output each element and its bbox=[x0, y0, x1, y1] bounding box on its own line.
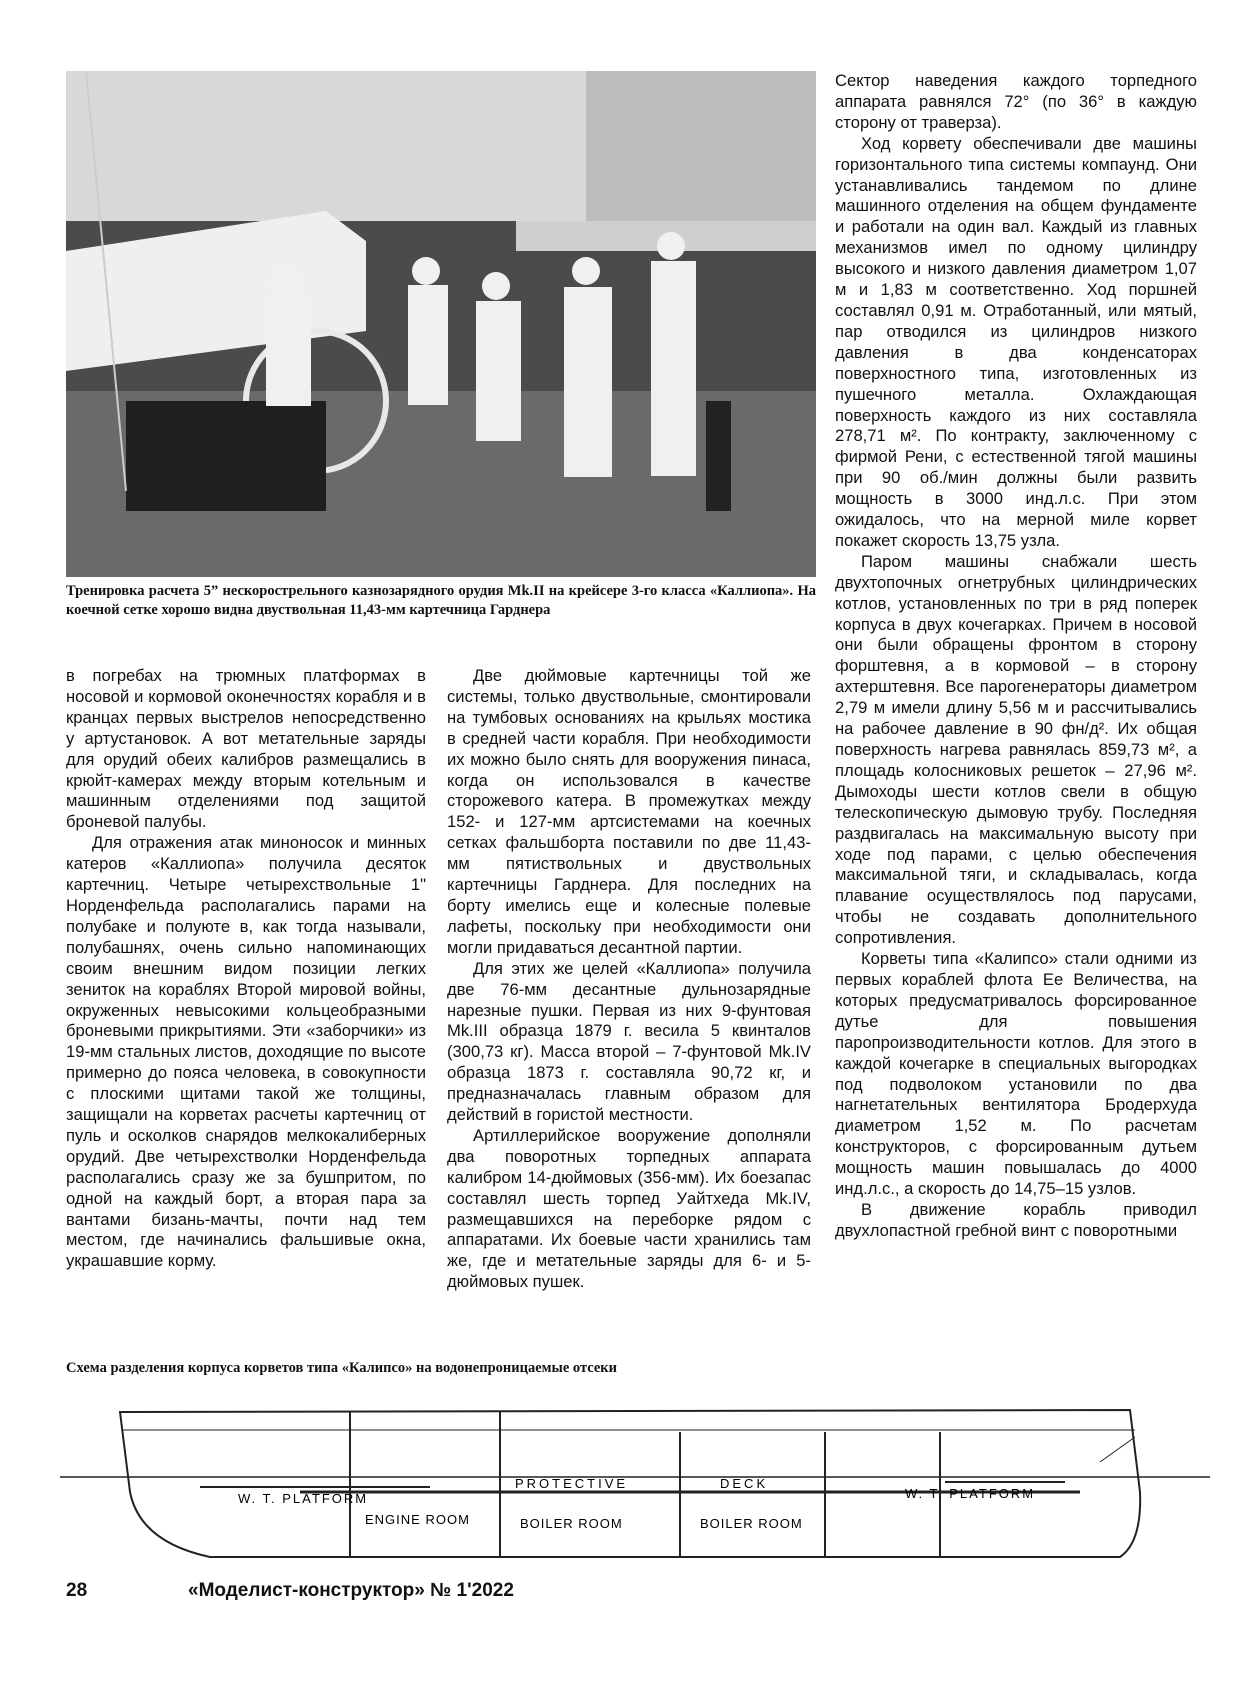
text-column-2 bbox=[447, 666, 811, 1293]
boiler-room-label: BOILER ROOM bbox=[520, 1516, 623, 1531]
paragraph: Для этих же целей «Каллиопа» получила две 76-мм десантные дульнозарядные нарезные пушки. Первая из них 9-фунтовая Mk.III образца 1879 г. весила 5 квинталов (300,73 кг). Масса второй – 7-фунтовой Mk.IV образца 1873 г. составляла 90,72 кг, и предназначалась главным образом для действий в гористой местности. bbox=[447, 958, 811, 1125]
paragraph: Ход корвету обеспечивали две машины горизонтального типа системы компаунд. Они устанавливались тандемом по длине машинного отделения на общем фундаменте и работали на один вал. Каждый из главных механизмов имел по одному цилиндру высокого и низкого давления диаметром 1,07 м и 1,83 м соответственно. Ход поршней составлял 0,91 м. Отработанный, или мятый, пар отводился из цилиндров низкого давления в два конденсаторах поверхностного типа, изготовленных из пушечного металла. Охлаждающая поверхность каждого из них составляла 278,71 м². По контракту, заключенному с фирмой Рени, с естественной тягой машины при 90 об./мин должны были развить мощность в 3000 инд.л.с. При этом ожидалось, что на мерной миле корвет покажет скорость 13,75 узла. bbox=[835, 133, 1197, 550]
boiler-room-label: BOILER ROOM bbox=[700, 1516, 803, 1531]
paragraph: Паром машины снабжали шесть двухтопочных огнетрубных цилиндрических котлов, установленных по три в ряд поперек корпуса в двух кочегарках. Причем в носовой они были обращены фронтом в сторону форштевня, а в кормовой – в сторону ахтерштевня. Все парогенераторы диаметром 2,79 м имели длину 5,56 м и рассчитывались на рабочее давление в 90 фн/д². Их общая поверхность нагрева равнялась 859,73 м², а площадь колосниковых решеток – 27,96 м². Дымоходы шести котлов свели в общую телескопическую дымовую трубу. Последняя раздвигалась на максимальную высоту при ходе под парами, с целью обеспечения максимальной тяги, и складывалась, когда плавание осуществлялось под парусами, чтобы не создавать дополнительного сопротивления. bbox=[835, 551, 1197, 948]
paragraph: Две дюймовые картечницы той же системы, только двуствольные, смонтировали на тумбовых основаниях на крыльях мостика в средней части корабля. При необходимости их можно было снять для вооружения пинаса, когда он использовался в качестве сторожевого катера. В промежутках между 152- и 127-мм артсистемами на коечных сетках фальшборта поставили по две 11,43-мм пятиствольных и двуствольных картечницы Гарднера. Для последних на борту имелись еще и колесные полевые лафеты, поскольку при необходимости они могли придаваться десантной партии. bbox=[447, 666, 811, 957]
page-number: 28 bbox=[66, 1580, 88, 1601]
wt-platform-aft-label: W. T. PLATFORM bbox=[238, 1491, 369, 1506]
protective-label: PROTECTIVE bbox=[515, 1476, 629, 1491]
hull-compartment-scheme bbox=[60, 1392, 1210, 1572]
paragraph: Артиллерийское вооружение дополняли два поворотных торпедных аппарата калибром 14-дюймовых (356-мм). Их боезапас составлял шесть торпед Уайтхеда Mk.IV, размещавшихся на переборке рядом с аппаратами. Их боевые части хранились там же, где и метательные заряды для 6- и 5-дюймовых пушек. bbox=[447, 1125, 811, 1292]
photo-caption: Тренировка расчета 5” нескорострельного казнозарядного орудия Mk.II на крейсере 3-го класса «Каллиопа». На коечной сетке хорошо видна двуствольная 11,43-мм картечница Гарднера bbox=[66, 583, 816, 618]
deck-label: DECK bbox=[720, 1476, 769, 1491]
engine-room-label: ENGINE ROOM bbox=[365, 1512, 470, 1527]
paragraph: В движение корабль приводил двухлопастной гребной винт с поворотными bbox=[835, 1199, 1197, 1240]
paragraph: Сектор наведения каждого торпедного аппарата равнялся 72° (по 36° в каждую сторону от траверза). bbox=[835, 71, 1197, 132]
paragraph: Для отражения атак миноносок и минных катеров «Каллиопа» получила десяток картечниц. Четыре четырехствольные 1" Норденфельда располагались парами на полубаке и полуюте в, как тогда называли, полубашнях, очень сильно напоминающих своим внешним видом позиции легких зениток на кораблях Второй мировой войны, окруженных невысокими кольцеобразными броневыми прикрытиями. Эти «заборчики» из 19-мм стальных листов, доходящие по высоте примерно до пояса человека, в совокупности с плоскими щитами такой же толщины, защищали на корветах расчеты картечниц от пуль и осколков снарядов мелкокалиберных орудий. Две четырехстволки Норденфельда располагались сразу же за бушпритом, по одной на каждый борт, а вторая пара за вантами бизань-мачты, почти над тем местом, где начинались фальшивые окна, украшавшие корму. bbox=[66, 833, 426, 1271]
paragraph: Корветы типа «Калипсо» стали одними из первых кораблей флота Ее Величества, на которых предусматривалось форсированное дутье для повышения паропроизводительности котлов. Для этого в каждой кочегарке в специальных выгородках под подволоком установили по два нагнетательных вентилятора Бродерхуда диаметром 1,52 м. По расчетам конструкторов, с форсированным дутьем мощность машин повышалась до 4000 инд.л.с., а скорость до 14,75–15 узлов. bbox=[835, 949, 1197, 1199]
gun-crew-photo bbox=[66, 71, 816, 577]
text-column-1 bbox=[66, 666, 426, 1272]
scheme-title: Схема разделения корпуса корветов типа «Калипсо» на водонепроницаемые отсеки bbox=[66, 1360, 618, 1376]
text-column-3 bbox=[835, 71, 1197, 1242]
wt-platform-fwd-label: W. T. PLATFORM bbox=[905, 1486, 1036, 1501]
paragraph: в погребах на трюмных платформах в носовой и кормовой оконечностях корабля и в кранцах первых выстрелов непосредственно у артустановок. А вот метательные заряды для орудий обеих калибров размещались в крюйт-камерах между вторым котельным и машинным отделениями под защитой броневой палубы. bbox=[66, 666, 426, 832]
journal-name: «Моделист-конструктор» № 1'2022 bbox=[188, 1580, 514, 1601]
